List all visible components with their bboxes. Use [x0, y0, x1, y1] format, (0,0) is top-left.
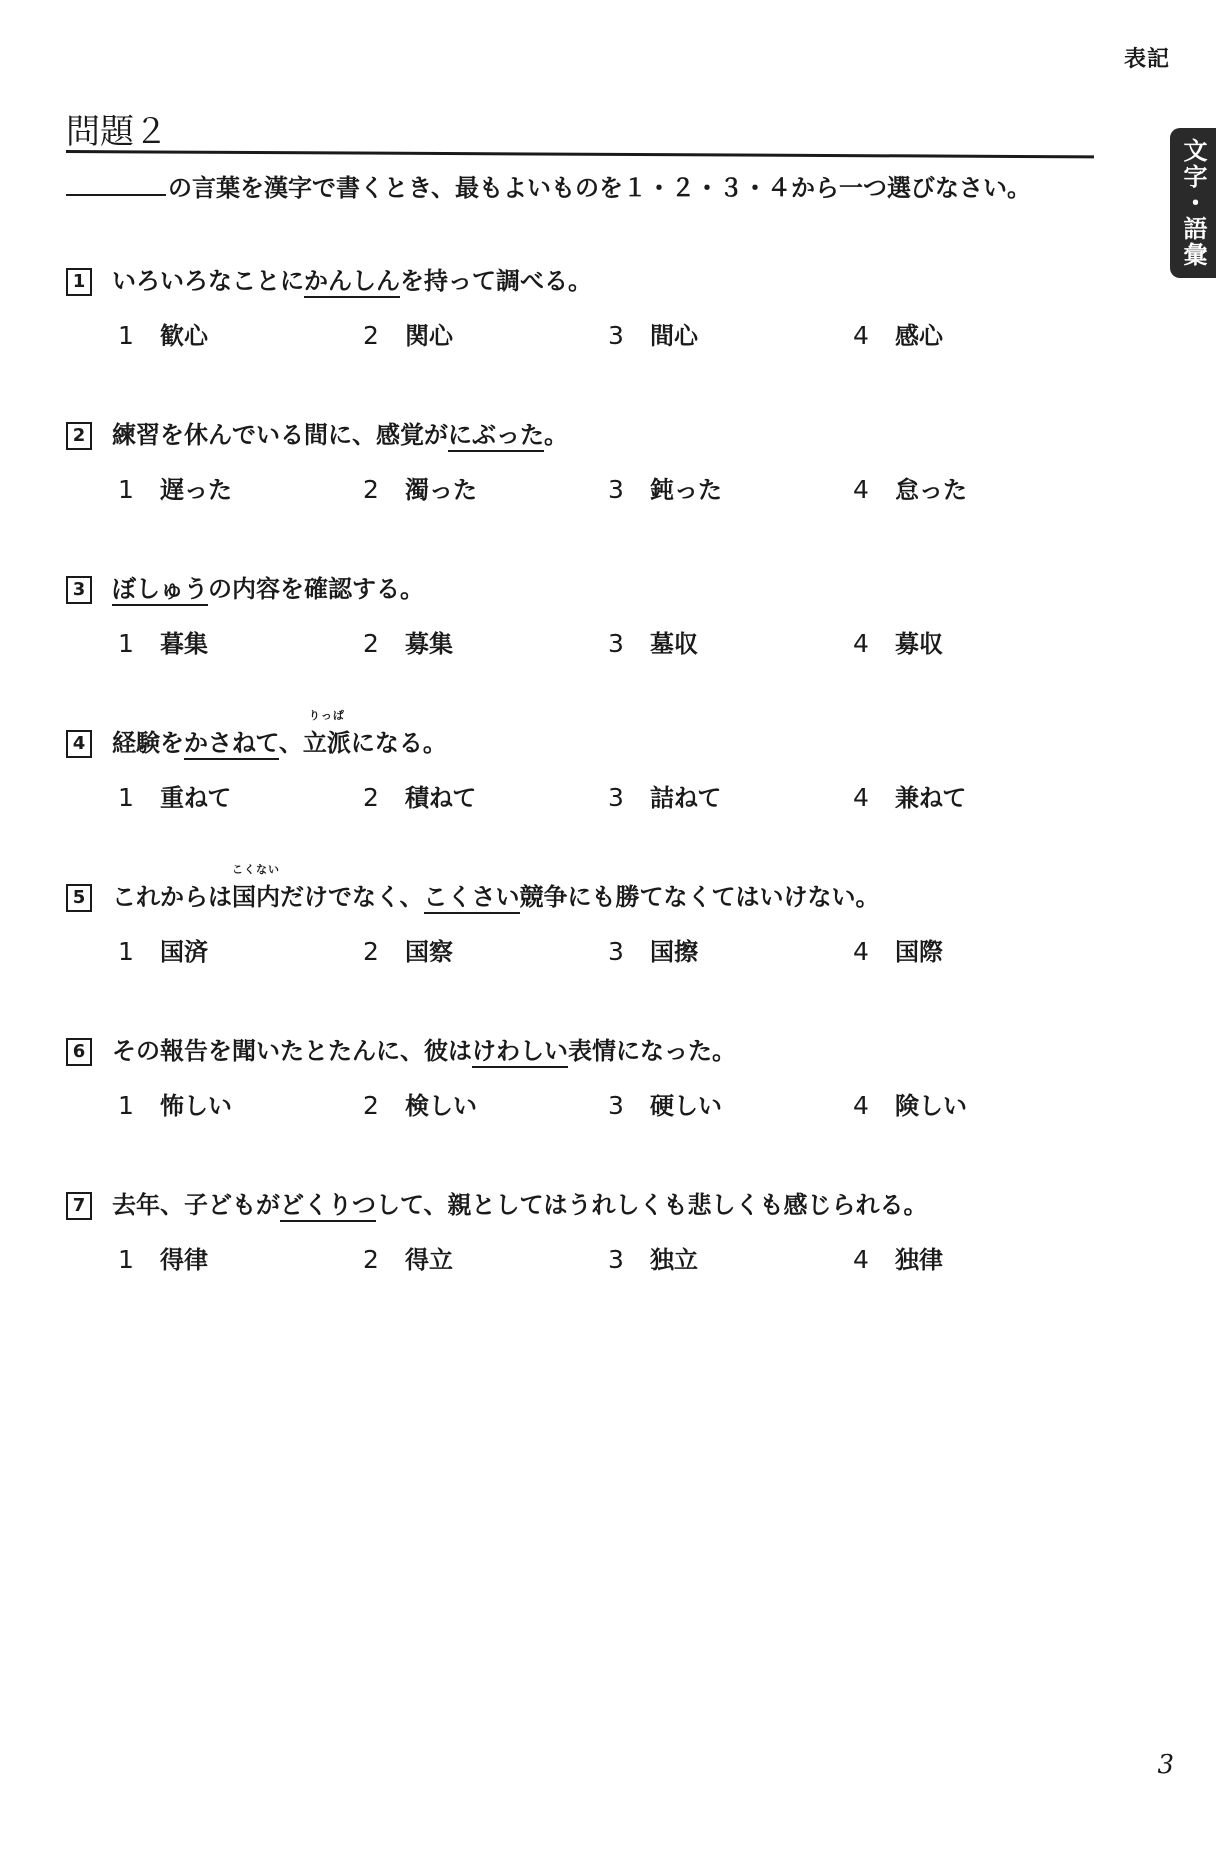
ruby-base: 立派	[302, 729, 351, 757]
option-number: 1	[118, 1091, 134, 1120]
option[interactable]	[118, 778, 363, 813]
option-text: 検しい	[405, 1092, 477, 1120]
option-text: 国済	[160, 938, 208, 966]
option[interactable]	[853, 1240, 1098, 1275]
option-text: 感心	[895, 322, 943, 350]
option[interactable]	[608, 624, 853, 659]
question-text-before: 去年、子どもが	[112, 1191, 280, 1219]
option-text: 重ねて	[160, 784, 232, 812]
option[interactable]	[363, 624, 608, 659]
option[interactable]	[363, 1240, 608, 1275]
option[interactable]	[608, 932, 853, 967]
question-text-before: 練習を休んでいる間に、感覚が	[112, 421, 448, 449]
question-text-after: の内容を確認する。	[208, 575, 424, 603]
question-text-after: になる。	[350, 729, 447, 757]
option-number: 1	[118, 937, 134, 966]
question-underlined: かんしん	[304, 267, 400, 298]
option-text: 国際	[895, 938, 943, 966]
option-number: 2	[363, 321, 379, 350]
option-text: 関心	[405, 322, 453, 350]
option[interactable]	[118, 932, 363, 967]
options-row	[66, 316, 1106, 351]
question-list	[66, 262, 1106, 1340]
option-text: 濁った	[405, 476, 477, 504]
option-text: 国擦	[650, 938, 698, 966]
ruby-reading: こくない	[232, 863, 280, 876]
option-number: 3	[608, 937, 624, 966]
option-number: 1	[118, 475, 134, 504]
question-text-before: いろいろなことに	[112, 267, 304, 295]
question-line	[66, 570, 1106, 604]
option-number: 2	[363, 937, 379, 966]
question-number: 3	[66, 576, 92, 604]
option[interactable]	[363, 1086, 608, 1121]
option-number: 4	[853, 1091, 869, 1120]
question	[66, 570, 1106, 724]
question-text	[112, 1031, 736, 1066]
option[interactable]	[608, 470, 853, 505]
question	[66, 709, 1106, 878]
option-number: 4	[853, 783, 869, 812]
question-text	[112, 261, 592, 296]
options-row	[66, 778, 1106, 813]
option[interactable]	[853, 778, 1098, 813]
option-text: 鈍った	[650, 476, 722, 504]
question-text-before: だけでなく、	[280, 883, 424, 911]
question-text-after: 表情になった。	[568, 1037, 736, 1065]
instruction	[66, 168, 1031, 203]
option-number: 3	[608, 1245, 624, 1274]
question	[66, 863, 1106, 1032]
option[interactable]	[853, 470, 1098, 505]
question-underlined: けわしい	[472, 1037, 568, 1068]
ruby-word	[302, 709, 351, 758]
question	[66, 1032, 1106, 1186]
section-label: 表記	[1123, 47, 1170, 72]
option-number: 1	[118, 629, 134, 658]
option-text: 兼ねて	[895, 784, 967, 812]
option[interactable]	[118, 624, 363, 659]
option-number: 2	[363, 783, 379, 812]
options-row	[66, 932, 1106, 967]
question-line	[66, 416, 1106, 450]
question-text-pre: これからは	[112, 883, 232, 911]
question-number: 1	[66, 268, 92, 296]
question	[66, 1186, 1106, 1340]
option-text: 怠った	[895, 476, 967, 504]
option-text: 得立	[405, 1246, 453, 1274]
option[interactable]	[853, 932, 1098, 967]
option-text: 歓心	[160, 322, 208, 350]
option-number: 3	[608, 321, 624, 350]
side-tab-label: 文字・語彙	[1179, 138, 1207, 268]
option-number: 2	[363, 475, 379, 504]
question-number: 6	[66, 1038, 92, 1066]
options-row	[66, 1240, 1106, 1275]
question-text	[112, 569, 424, 604]
option-text: 遅った	[160, 476, 232, 504]
side-tab	[1170, 128, 1216, 278]
question-line	[66, 1186, 1106, 1220]
question-text-mid: 、	[278, 729, 303, 757]
option[interactable]	[853, 316, 1098, 351]
question-number: 7	[66, 1192, 92, 1220]
option-text: 募収	[895, 630, 943, 658]
question-line	[66, 863, 1106, 912]
option-number: 3	[608, 629, 624, 658]
option[interactable]	[608, 316, 853, 351]
option-number: 3	[608, 475, 624, 504]
question-number: 4	[66, 730, 92, 758]
question-underlined: かさねて	[184, 729, 279, 760]
option[interactable]	[853, 624, 1098, 659]
question-number: 2	[66, 422, 92, 450]
option-text: 積ねて	[405, 784, 477, 812]
question-underlined: どくりつ	[280, 1191, 376, 1222]
option-number: 3	[608, 1091, 624, 1120]
ruby-reading: りっぱ	[308, 709, 345, 722]
instruction-blank	[66, 194, 166, 196]
option-text: 間心	[650, 322, 698, 350]
option-text: 詰ねて	[650, 784, 722, 812]
option-text: 得律	[160, 1246, 208, 1274]
option-text: 独立	[650, 1246, 698, 1274]
option[interactable]	[118, 470, 363, 505]
instruction-text: の言葉を漢字で書くとき、最もよいものを１・２・３・４から一つ選びなさい。	[168, 174, 1032, 202]
option[interactable]	[363, 778, 608, 813]
page-number: 3	[1157, 1750, 1174, 1780]
option[interactable]	[118, 1240, 363, 1275]
question-text-after: 競争にも勝てなくてはいけない。	[519, 883, 880, 911]
option-number: 4	[853, 937, 869, 966]
option-number: 1	[118, 1245, 134, 1274]
option-text: 募集	[405, 630, 453, 658]
title-rule	[66, 150, 1094, 158]
question-line	[66, 709, 1106, 758]
ruby-base: 国内	[232, 883, 280, 911]
option[interactable]	[608, 1240, 853, 1275]
option-text: 硬しい	[650, 1092, 722, 1120]
option-text: 墓収	[650, 630, 698, 658]
option-number: 2	[363, 1245, 379, 1274]
question-text-after: を持って調べる。	[400, 267, 592, 295]
question-line	[66, 1032, 1106, 1066]
option[interactable]	[853, 1086, 1098, 1121]
option-number: 4	[853, 1245, 869, 1274]
option-text: 国察	[405, 938, 453, 966]
option[interactable]	[608, 778, 853, 813]
option-number: 4	[853, 475, 869, 504]
option-number: 1	[118, 321, 134, 350]
option[interactable]	[363, 932, 608, 967]
question-text	[112, 1185, 928, 1220]
options-row	[66, 624, 1106, 659]
question-text	[112, 415, 568, 450]
question-text	[112, 709, 447, 758]
option-text: 独律	[895, 1246, 943, 1274]
option[interactable]	[118, 1086, 363, 1121]
option-text: 険しい	[895, 1092, 967, 1120]
option[interactable]	[608, 1086, 853, 1121]
option[interactable]	[118, 316, 363, 351]
question-underlined: こくさい	[424, 883, 520, 914]
question-underlined: ぼしゅう	[112, 575, 208, 606]
question-text-before: その報告を聞いたとたんに、彼は	[112, 1037, 472, 1065]
option-number: 4	[853, 629, 869, 658]
option-number: 1	[118, 783, 134, 812]
question-text-after: 。	[544, 421, 568, 449]
options-row	[66, 470, 1106, 505]
question-underlined: にぶった	[448, 421, 544, 452]
option-text: 暮集	[160, 630, 208, 658]
question-text-before: 経験を	[112, 729, 184, 757]
question	[66, 262, 1106, 416]
question-line	[66, 262, 1106, 296]
option[interactable]	[363, 470, 608, 505]
question	[66, 416, 1106, 570]
question-text-after: して、親としてはうれしくも悲しくも感じられる。	[376, 1191, 928, 1219]
option-number: 3	[608, 783, 624, 812]
option-number: 2	[363, 629, 379, 658]
option-number: 2	[363, 1091, 379, 1120]
options-row	[66, 1086, 1106, 1121]
question-text	[112, 863, 880, 912]
option[interactable]	[363, 316, 608, 351]
option-number: 4	[853, 321, 869, 350]
page-title: 問題２	[66, 112, 168, 152]
ruby-word	[232, 863, 280, 912]
question-number: 5	[66, 884, 92, 912]
option-text: 怖しい	[160, 1092, 232, 1120]
